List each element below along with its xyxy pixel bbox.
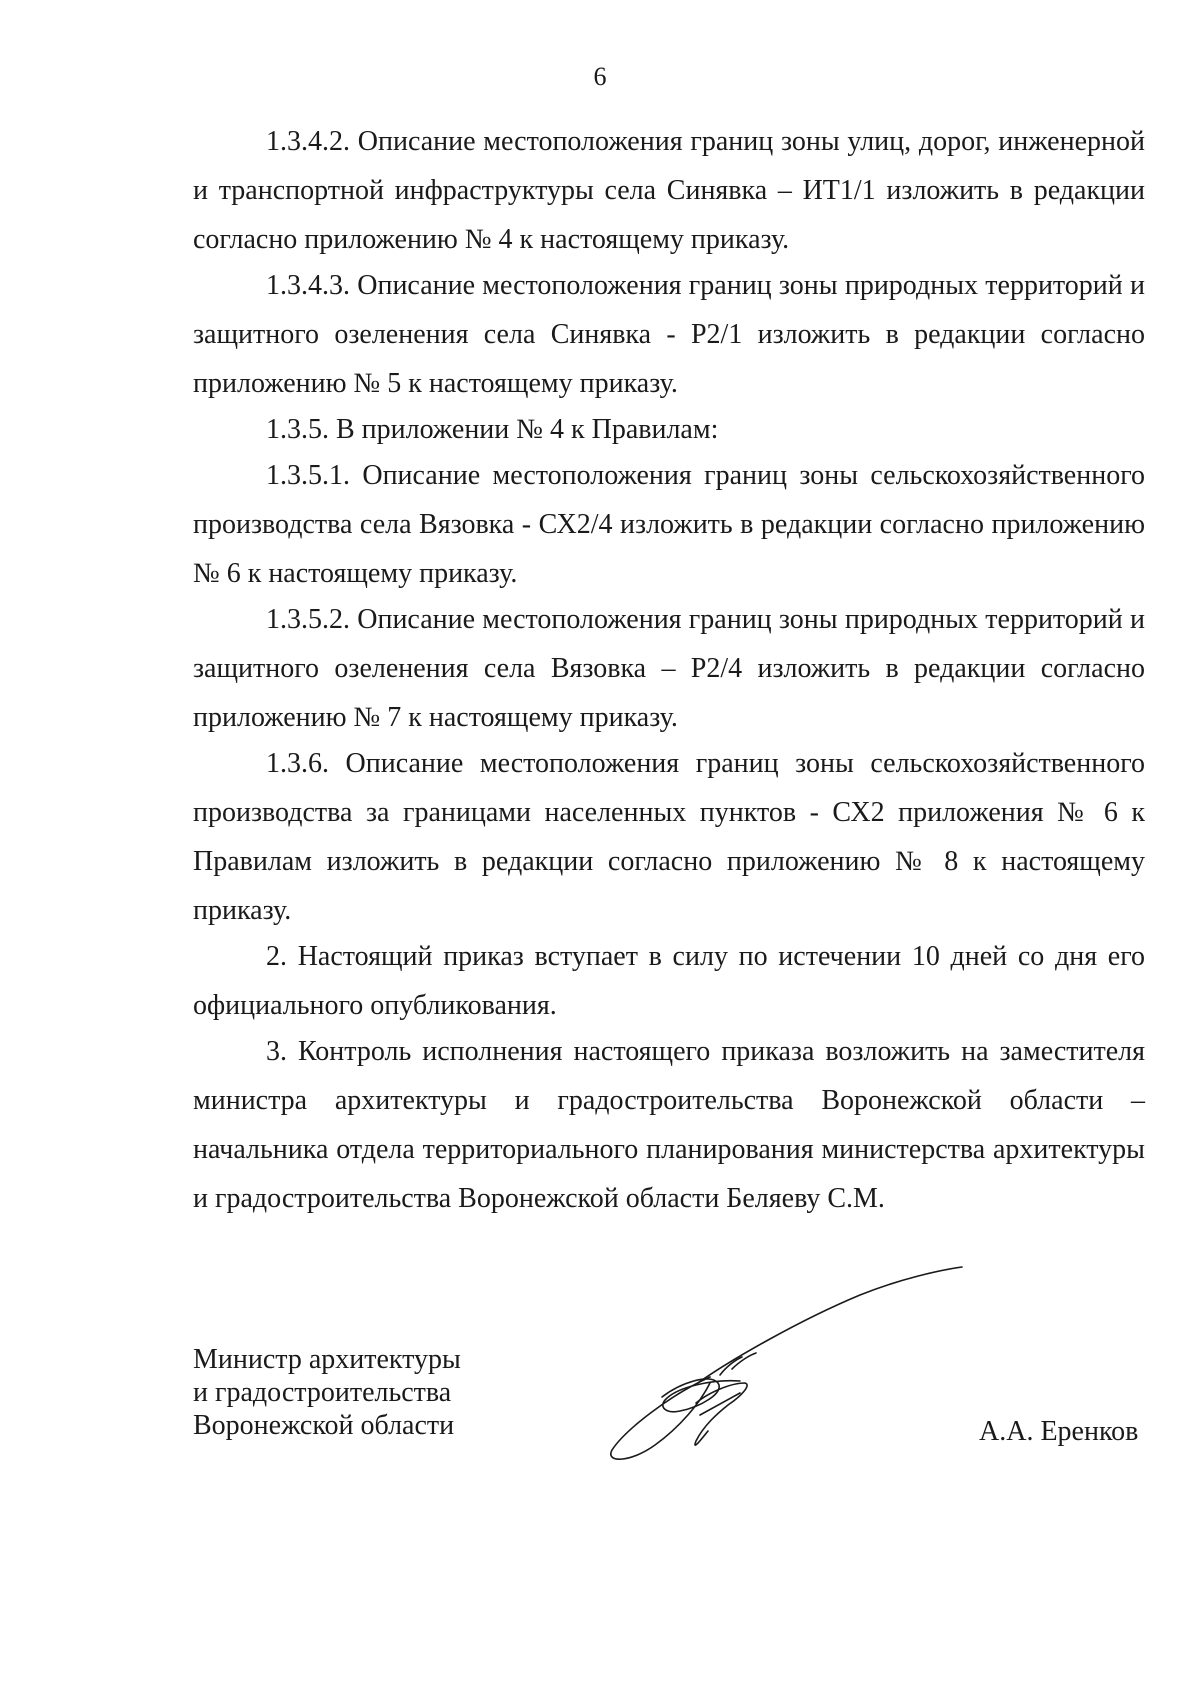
position-line-3: Воронежской области <box>193 1410 455 1441</box>
signatory-position <box>193 1343 493 1442</box>
document-body <box>193 117 1145 1223</box>
paragraph-1-3-4-3: 1.3.4.3. Описание местоположения границ зоны природных территорий и защитного озеленения села Синявка - Р2/1 изложить в редакции согласно приложению № 5 к настоящему приказу. <box>193 270 1145 399</box>
paragraph-1-3-4-2: 1.3.4.2. Описание местоположения границ зоны улиц, дорог, инженерной и транспортной инфраструктуры села Синявка – ИТ1/1 изложить в редакции согласно приложению № 4 к настоящему приказу. <box>193 126 1145 255</box>
paragraph-2: 2. Настоящий приказ вступает в силу по истечении 10 дней со дня его официального опубликования. <box>193 941 1145 1021</box>
handwritten-signature <box>600 1265 980 1465</box>
paragraph-1-3-5-2: 1.3.5.2. Описание местоположения границ зоны природных территорий и защитного озеленения села Вязовка – Р2/4 изложить в редакции согласно приложению № 7 к настоящему приказу. <box>193 604 1145 733</box>
position-line-2: и градостроительства <box>193 1377 452 1408</box>
page-number: 6 <box>593 62 607 91</box>
paragraph-1-3-6: 1.3.6. Описание местоположения границ зоны сельскохозяйственного производства за границами населенных пунктов - СХ2 приложения № 6 к Правилам изложить в редакции согласно приложению № 8 к настоящему приказу. <box>193 748 1145 926</box>
paragraph-3: 3. Контроль исполнения настоящего приказа возложить на заместителя министра архитектуры и градостроительства Воронежской области – начальника отдела территориального планирования министерства архитектуры и градостроительства Воронежской области Беляеву С.М. <box>193 1036 1145 1214</box>
paragraph-1-3-5-1: 1.3.5.1. Описание местоположения границ зоны сельскохозяйственного производства села Вязовка - СХ2/4 изложить в редакции согласно приложению № 6 к настоящему приказу. <box>193 460 1145 589</box>
paragraph-1-3-5: 1.3.5. В приложении № 4 к Правилам: <box>266 414 719 445</box>
signer-name: А.А. Еренков <box>979 1416 1139 1447</box>
position-line-1: Министр архитектуры <box>193 1344 461 1375</box>
